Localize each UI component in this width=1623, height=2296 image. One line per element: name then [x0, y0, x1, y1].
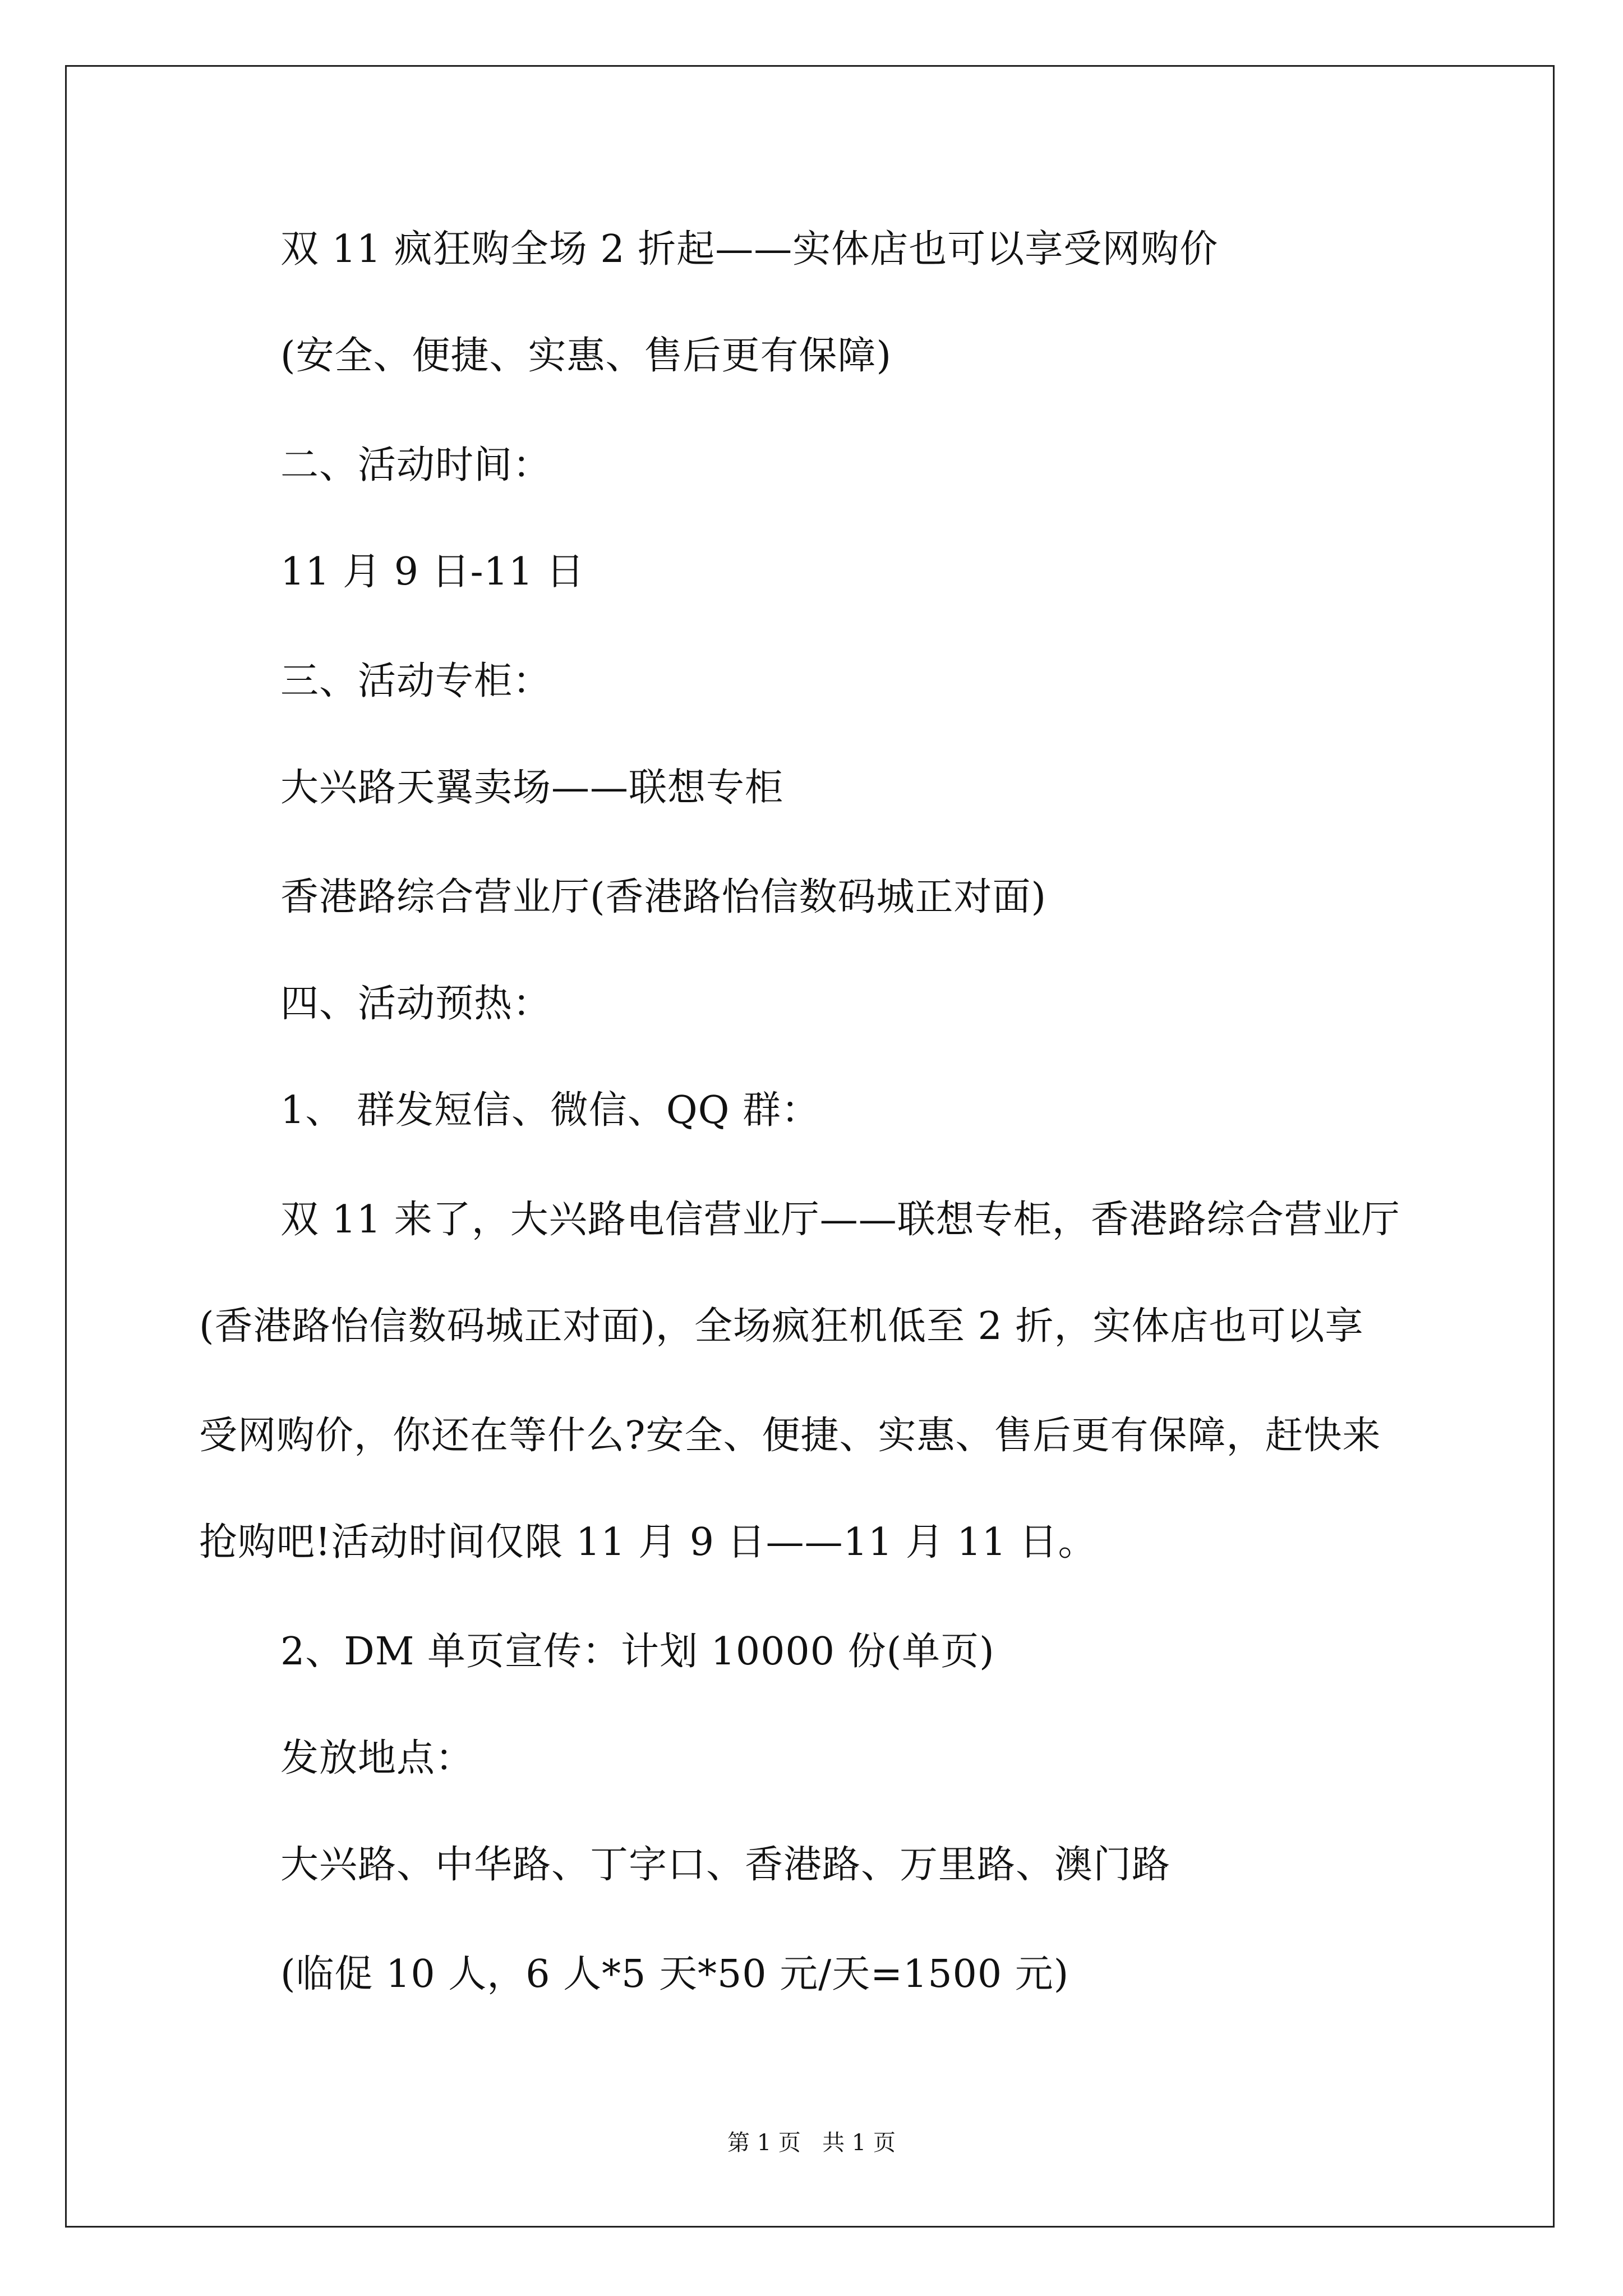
- page-footer: 第 1 页 共 1 页: [727, 2130, 896, 2156]
- counter-location-2: 香港路综合营业厅(香港路怡信数码城正对面): [280, 875, 1047, 919]
- section-heading-preheat: 四、活动预热：: [280, 982, 552, 1026]
- distribution-heading: 发放地点：: [280, 1736, 474, 1780]
- staff-cost-note: (临促 10 人，6 人*5 天*50 元/天=1500 元): [280, 1952, 1069, 1996]
- preheat-item-1: 1、 群发短信、微信、QQ 群：: [280, 1088, 820, 1133]
- paragraph-line: 双 11 来了，大兴路电信营业厅——联想专柜，香港路综合营业厅: [280, 1198, 1400, 1242]
- paragraph-line: 抢购吧!活动时间仅限 11 月 9 日——11 月 11 日。: [199, 1520, 1097, 1565]
- page-border: [65, 65, 1555, 2228]
- paragraph-line: 受网购价，你还在等什么?安全、便捷、实惠、售后更有保障，赶快来: [199, 1414, 1381, 1458]
- paragraph-line: (香港路怡信数码城正对面)，全场疯狂机低至 2 折，实体店也可以享: [199, 1304, 1364, 1349]
- section-heading-time: 二、活动时间：: [280, 443, 552, 487]
- activity-dates: 11 月 9 日-11 日: [280, 550, 585, 594]
- section-heading-counters: 三、活动专柜：: [280, 659, 552, 703]
- headline: 双 11 疯狂购全场 2 折起——实体店也可以享受网购价: [280, 227, 1219, 272]
- counter-location-1: 大兴路天翼卖场——联想专柜: [280, 766, 784, 810]
- preheat-item-2: 2、DM 单页宣传：计划 10000 份(单页): [280, 1630, 995, 1674]
- headline-subtitle: (安全、便捷、实惠、售后更有保障): [280, 334, 892, 378]
- distribution-locations: 大兴路、中华路、丁字口、香港路、万里路、澳门路: [280, 1843, 1171, 1887]
